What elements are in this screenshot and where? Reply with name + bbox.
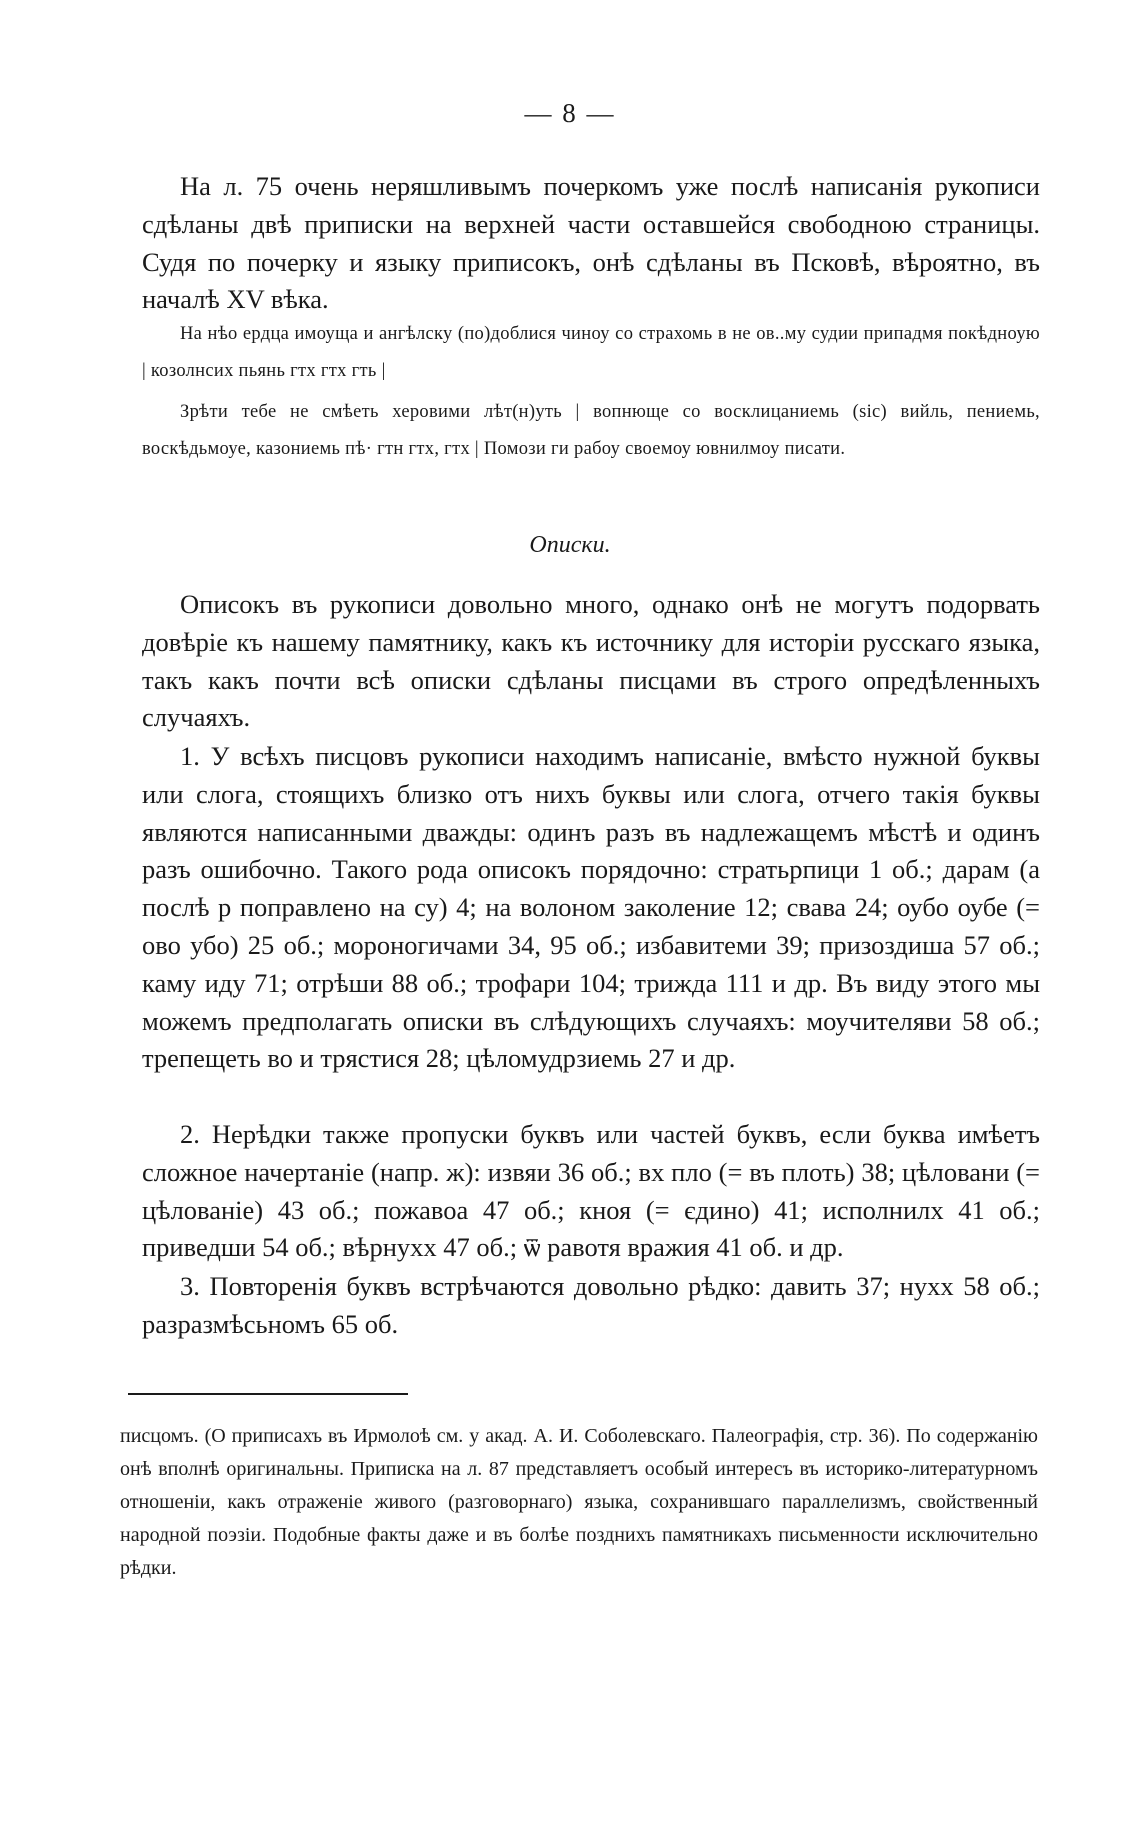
footnote-text: писцомъ. (О приписахъ въ Ирмолоѣ см. у акад. А. И. Соболевскаго. Палеографія, стр. 36). По содержанію онѣ вполнѣ оригинальны. Приписка на л. 87 представляетъ особый интересъ въ историко-литературномъ отношеніи, какъ отраженіе живого (разговорнаго) языка, сохранившаго параллелизмъ, свойственный народной поэзіи. Подобные факты даже и въ болѣе позднихъ памятникахъ письменности исключительно рѣдки. — [120, 1425, 1038, 1579]
page-number: — 8 — — [524, 98, 616, 128]
section-heading: Описки. — [529, 532, 611, 558]
footnote-divider — [128, 1393, 408, 1395]
paragraph-3 — [142, 1116, 1040, 1267]
quote-block-2 — [142, 394, 1040, 468]
paragraph-2 — [142, 738, 1040, 1078]
intro-paragraph — [142, 168, 1040, 319]
paragraph-4-text: 3. Повторенія буквъ встрѣчаются довольно рѣдко: давить 37; нухх 58 об.; разразмѣсьномъ 65 об. — [142, 1271, 1040, 1339]
quote-block-1 — [142, 316, 1040, 390]
quote-2-text: Зрѣти тебе не смѣеть херовими лѣт(н)уть | вопнюще со восклицаниемь (sic) вийль, пениемь, воскѣдьмоуе, казониемь пѣ· гтн гтх, гтх | Помози ги рабоу своемоу ювнилмоу писати. — [142, 402, 1040, 459]
paragraph-1-text: Описокъ въ рукописи довольно много, однако онѣ не могутъ подорвать довѣріе къ нашему памятнику, какъ къ источнику для исторіи русскаго языка, такъ какъ почти всѣ описки сдѣланы писцами въ строго опредѣленныхъ случаяхъ. — [142, 589, 1040, 733]
intro-paragraph-text: На л. 75 очень неряшливымъ почеркомъ уже послѣ написанія рукописи сдѣланы двѣ приписки на верхней части оставшейся свободною страницы. Судя по почерку и языку приписокъ, онѣ сдѣланы въ Псковѣ, вѣроятно, въ началѣ XV вѣка. — [142, 171, 1040, 315]
footnote — [120, 1420, 1038, 1585]
quote-1-text: На нѣо ердца имоуща и ангѣлску (по)доблися чиноу со страхомь в не ов..му судии припадмя покѣдноую | козолнсих пьянь гтх гтх гть | — [142, 324, 1040, 381]
paragraph-1 — [142, 586, 1040, 737]
paragraph-2-text: 1. У всѣхъ писцовъ рукописи находимъ написаніе, вмѣсто нужной буквы или слога, стоящихъ близко отъ нихъ буквы или слога, отчего такія буквы являются написанными дважды: одинъ разъ въ надлежащемъ мѣстѣ и одинъ разъ ошибочно. Такого рода описокъ порядочно: стратьрпици 1 об.; дарам (а послѣ р поправлено на су) 4; на волоном заколение 12; свава 24; оубо оубе (= ово убо) 25 об.; мороногичами 34, 95 об.; избавитеми 39; призоздиша 57 об.; камy иду 71; отрѣши 88 об.; трофари 104; трижда 111 и др. Въ виду этого мы можемъ предполагать описки въ слѣдующихъ случаяхъ: моучителяви 58 об.; трепещеть во и трястися 28; цѣломудрзиемь 27 и др. — [142, 741, 1040, 1074]
paragraph-4 — [142, 1268, 1040, 1344]
paragraph-3-text: 2. Нерѣдки также пропуски буквъ или частей буквъ, если буква имѣетъ сложное начертаніе (напр. ж): извяи 36 об.; вх пло (= въ плоть) 38; цѣловани (= цѣлованіе) 43 об.; пожавоа 47 об.; кноя (= єдино) 41; исполнилх 41 об.; приведши 54 об.; вѣрнухх 47 об.; ѿ равотя вражия 41 об. и др. — [142, 1119, 1040, 1263]
